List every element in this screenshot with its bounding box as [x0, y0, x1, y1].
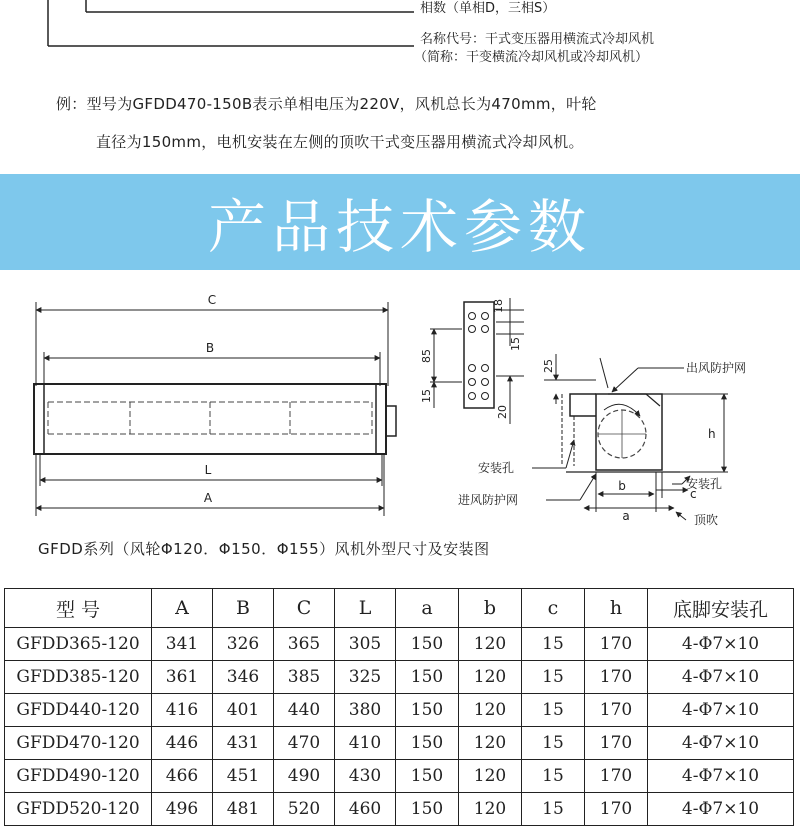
fan-dimension-drawing: [0, 276, 800, 538]
cell-mount-hole: 4-Φ7×10: [648, 727, 794, 760]
cell-c-small: 15: [522, 793, 585, 826]
cell-model: GFDD490-120: [5, 760, 152, 793]
cell-a-small: 150: [396, 694, 459, 727]
cell-l: 430: [335, 760, 396, 793]
cell-c: 440: [274, 694, 335, 727]
cell-c: 470: [274, 727, 335, 760]
header-h: h: [585, 589, 648, 628]
cell-l: 460: [335, 793, 396, 826]
cell-l: 305: [335, 628, 396, 661]
legend-phase: 相数（单相D，三相S）: [420, 1, 556, 16]
cell-a-small: 150: [396, 661, 459, 694]
cell-l: 380: [335, 694, 396, 727]
label-inlet-guard: 进风防护网: [458, 493, 519, 507]
legend-name-code: 名称代号：干式变压器用横流式冷却风机: [420, 32, 655, 47]
cell-c-small: 15: [522, 628, 585, 661]
cell-mount-hole: 4-Φ7×10: [648, 661, 794, 694]
legend-short-name: （简称：干变横流冷却风机或冷却风机）: [414, 50, 649, 65]
label-dim-20: 20: [496, 405, 509, 419]
cell-a: 361: [152, 661, 213, 694]
example-line-1: 例：型号为GFDD470-150B表示单相电压为220V，风机总长为470mm，叶轮: [56, 95, 597, 113]
header-l: L: [335, 589, 396, 628]
label-mount-hole-left: 安装孔: [478, 461, 515, 475]
cell-mount-hole: 4-Φ7×10: [648, 694, 794, 727]
fan-body-front: [34, 384, 396, 454]
cell-c-small: 15: [522, 661, 585, 694]
cell-mount-hole: 4-Φ7×10: [648, 628, 794, 661]
label-dim-a-side: a: [622, 509, 630, 523]
side-view: [458, 354, 746, 527]
label-dim-15b: 15: [420, 389, 433, 403]
cell-c: 490: [274, 760, 335, 793]
header-mount-hole: 底脚安装孔: [648, 589, 794, 628]
table-row: [5, 793, 794, 826]
cell-mount-hole: 4-Φ7×10: [648, 793, 794, 826]
cell-mount-hole: 4-Φ7×10: [648, 760, 794, 793]
cell-b: 401: [213, 694, 274, 727]
spec-table: [4, 588, 794, 826]
cell-c-small: 15: [522, 727, 585, 760]
label-dim-h-side: h: [708, 427, 716, 441]
model-code-legend-lines: [0, 0, 800, 60]
cell-c-small: 15: [522, 760, 585, 793]
cell-h: 170: [585, 793, 648, 826]
table-row: [5, 661, 794, 694]
label-a: A: [203, 491, 213, 505]
label-mount-hole-right: 安装孔: [686, 477, 723, 491]
table-row: [5, 760, 794, 793]
cell-a: 341: [152, 628, 213, 661]
header-b: B: [213, 589, 274, 628]
cell-h: 170: [585, 760, 648, 793]
table-header-row: [5, 589, 794, 628]
cell-b-small: 120: [459, 694, 522, 727]
label-outlet-guard: 出风防护网: [686, 361, 747, 375]
header-a-small: a: [396, 589, 459, 628]
cell-model: GFDD520-120: [5, 793, 152, 826]
header-c: C: [274, 589, 335, 628]
cell-a-small: 150: [396, 727, 459, 760]
cell-model: GFDD365-120: [5, 628, 152, 661]
cell-a-small: 150: [396, 793, 459, 826]
cell-b: 346: [213, 661, 274, 694]
label-dim-18: 18: [492, 299, 505, 313]
dim-l: [40, 454, 382, 486]
cell-model: GFDD440-120: [5, 694, 152, 727]
bracket-detail: [420, 298, 524, 424]
label-dim-15a: 15: [509, 337, 522, 351]
drawing-caption: GFDD系列（风轮Φ120．Φ150．Φ155）风机外型尺寸及安装图: [38, 540, 490, 558]
cell-model: GFDD385-120: [5, 661, 152, 694]
cell-a: 466: [152, 760, 213, 793]
cell-a-small: 150: [396, 628, 459, 661]
example-line-2: 直径为150mm，电机安装在左侧的顶吹干式变压器用横流式冷却风机。: [96, 133, 584, 151]
label-top-blow: 顶吹: [694, 513, 719, 527]
cell-b-small: 120: [459, 727, 522, 760]
cell-c: 385: [274, 661, 335, 694]
dim-c: [36, 293, 388, 386]
cell-a-small: 150: [396, 760, 459, 793]
label-dim-85: 85: [420, 349, 433, 363]
label-b: B: [205, 341, 215, 355]
cell-a: 416: [152, 694, 213, 727]
cell-b: 326: [213, 628, 274, 661]
cell-h: 170: [585, 628, 648, 661]
header-model: 型 号: [5, 589, 152, 628]
label-dim-c-side: c: [690, 487, 697, 501]
cell-h: 170: [585, 727, 648, 760]
header-c-small: c: [522, 589, 585, 628]
cell-b-small: 120: [459, 628, 522, 661]
cell-model: GFDD470-120: [5, 727, 152, 760]
table-row: [5, 628, 794, 661]
cell-c: 365: [274, 628, 335, 661]
cell-b: 481: [213, 793, 274, 826]
cell-b-small: 120: [459, 760, 522, 793]
cell-l: 325: [335, 661, 396, 694]
header-a: A: [152, 589, 213, 628]
cell-b-small: 120: [459, 793, 522, 826]
label-c: C: [207, 293, 217, 307]
label-l: L: [204, 463, 212, 477]
table-row: [5, 727, 794, 760]
cell-c-small: 15: [522, 694, 585, 727]
header-b-small: b: [459, 589, 522, 628]
label-dim-25: 25: [542, 359, 555, 373]
dim-b: [44, 341, 380, 386]
cell-b-small: 120: [459, 661, 522, 694]
cell-b: 451: [213, 760, 274, 793]
cell-a: 496: [152, 793, 213, 826]
cell-h: 170: [585, 661, 648, 694]
section-title: 产品技术参数: [207, 193, 592, 261]
cell-l: 410: [335, 727, 396, 760]
cell-b: 431: [213, 727, 274, 760]
cell-a: 446: [152, 727, 213, 760]
label-dim-b-side: b: [618, 479, 626, 493]
table-row: [5, 694, 794, 727]
cell-c: 520: [274, 793, 335, 826]
cell-h: 170: [585, 694, 648, 727]
